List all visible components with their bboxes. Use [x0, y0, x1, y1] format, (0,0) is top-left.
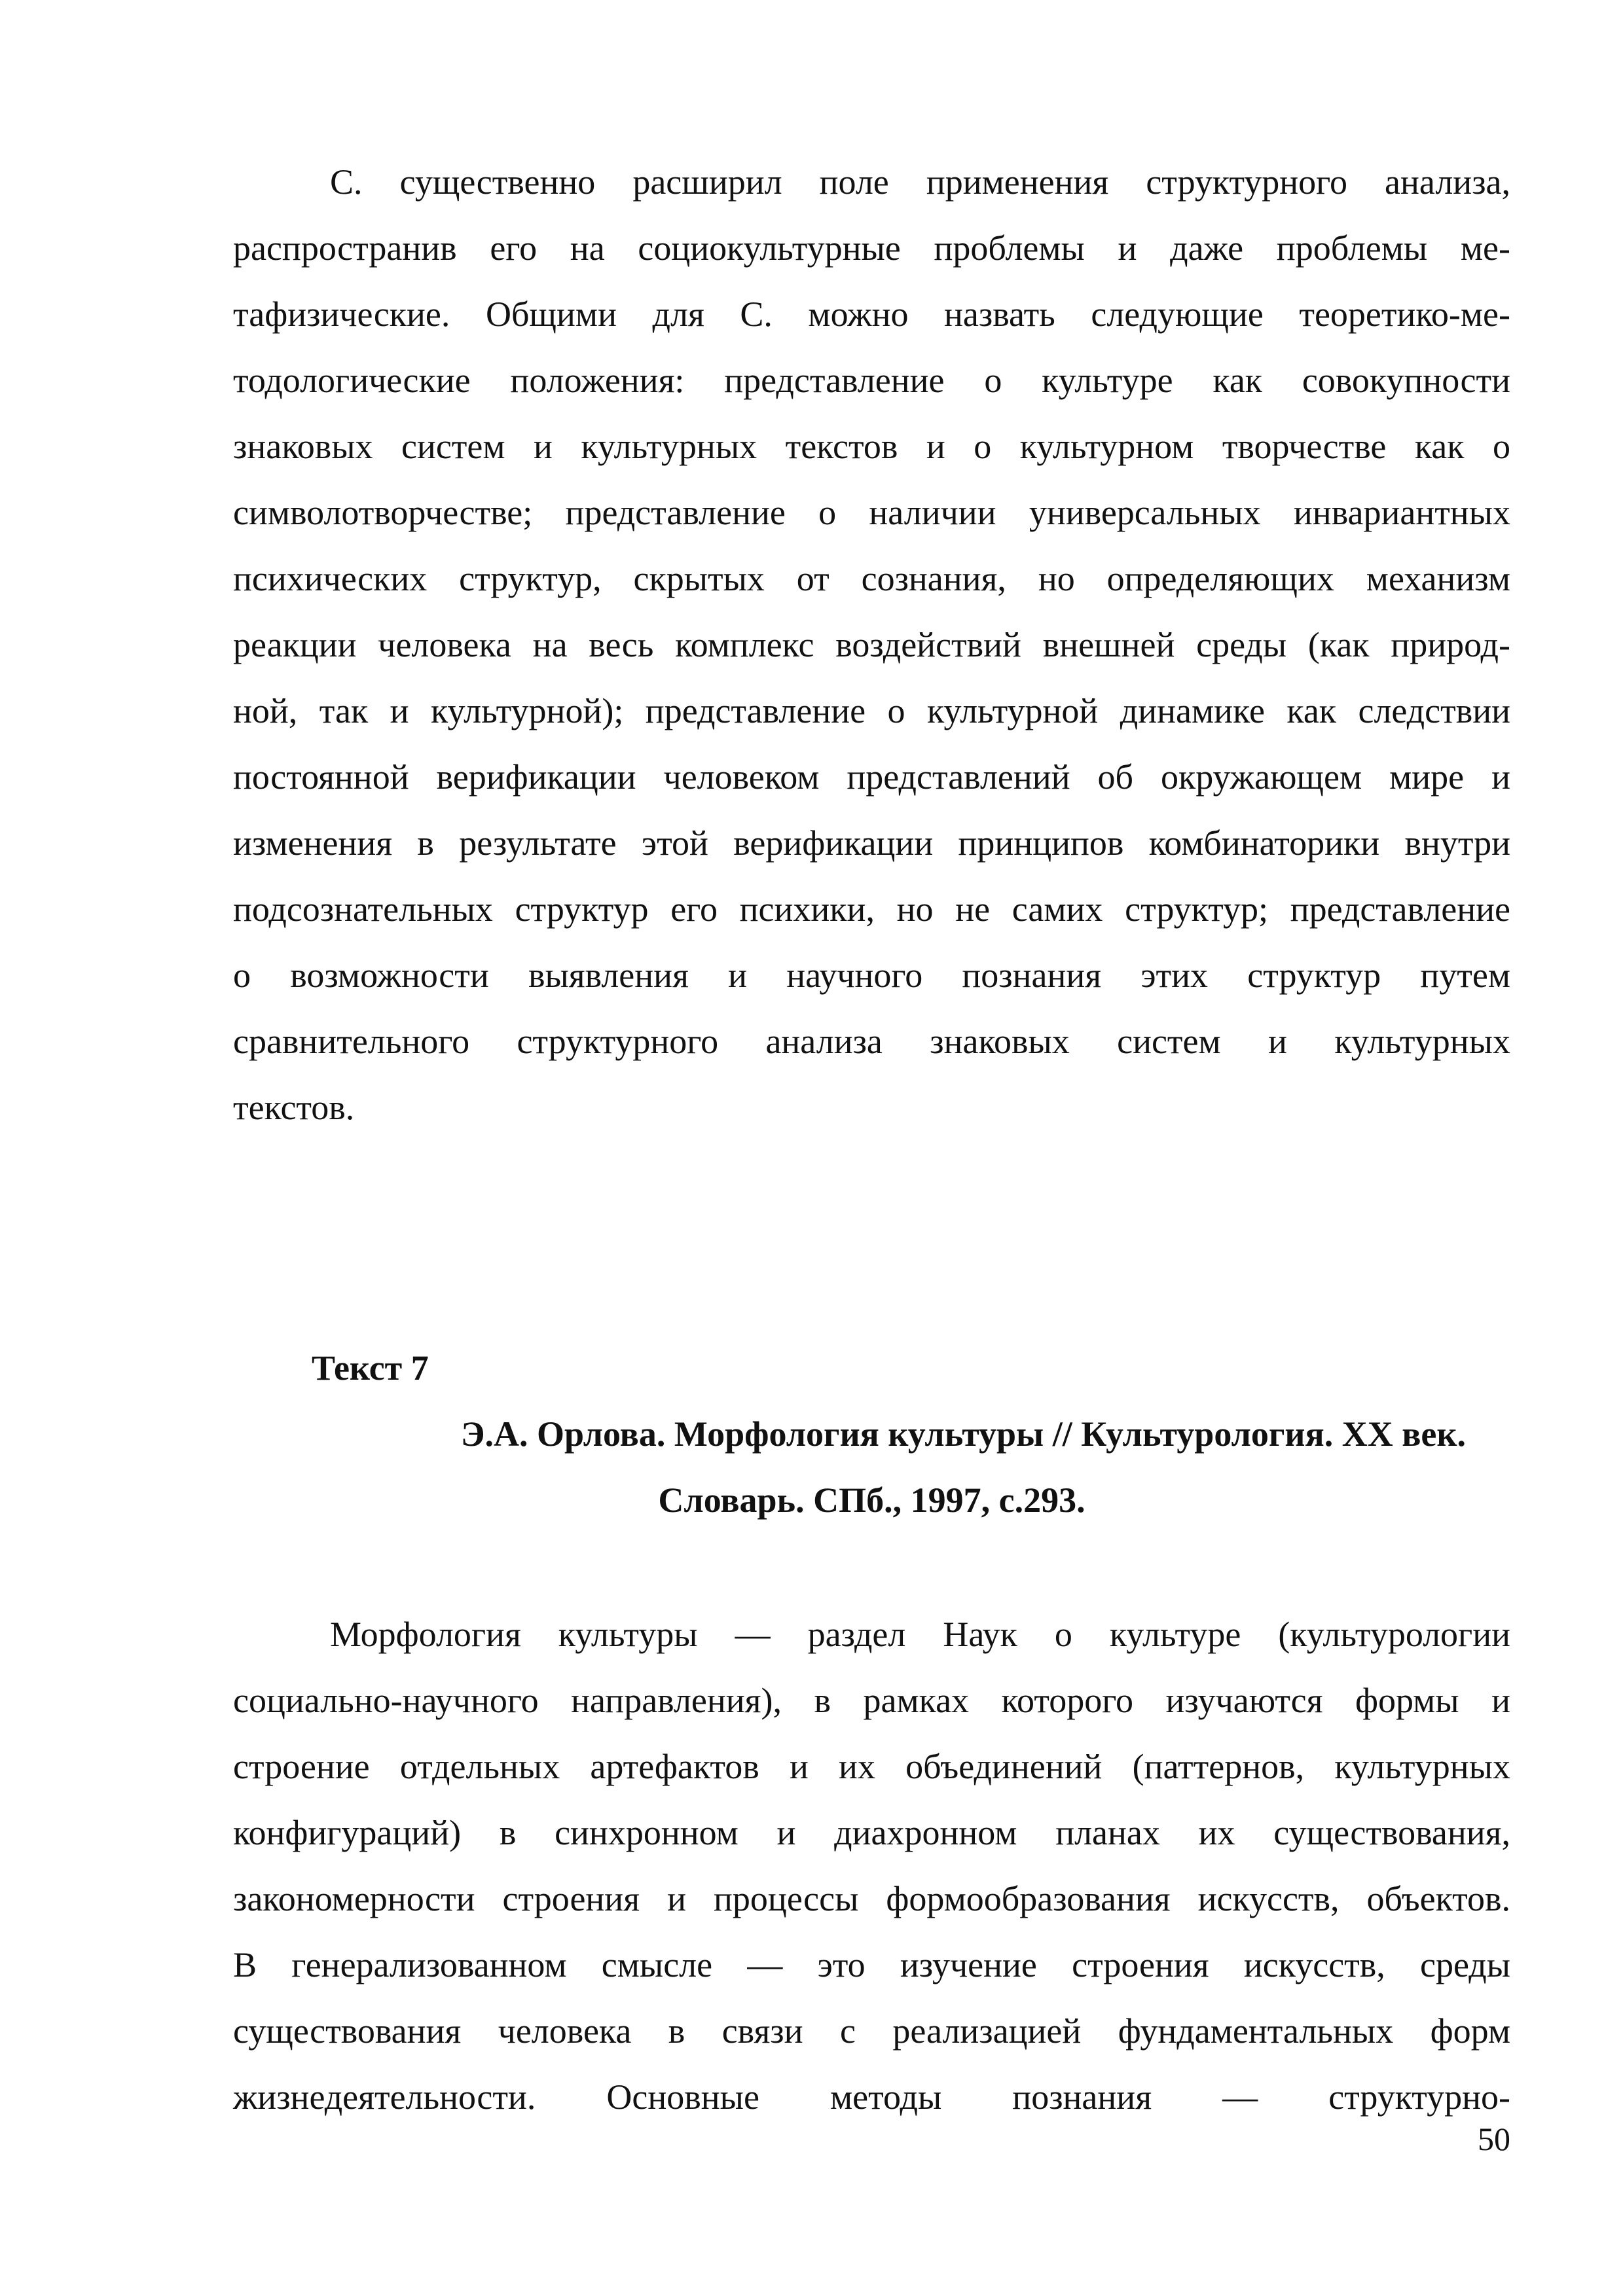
text-line: ной, так и культурной); представление о культурной динамике как следствии [233, 691, 1510, 730]
text-line: закономерности строения и процессы формообразования искусств, объектов. [233, 1879, 1510, 1918]
text-line: знаковых систем и культурных текстов и о культурном творчестве как о [233, 427, 1510, 466]
text-line: социально-научного направления), в рамках которого изучаются формы и [233, 1681, 1510, 1720]
text-line: символотворчестве; представление о наличии универсальных инвариантных [233, 493, 1510, 532]
text-line: сравнительного структурного анализа знаковых систем и культурных [233, 1022, 1510, 1061]
paragraph-structuralism [233, 149, 1510, 1141]
text-line: реакции человека на весь комплекс воздействий внешней среды (как природ- [233, 625, 1510, 664]
text-line: Морфология культуры — раздел Наук о культуре (культурологии [330, 1615, 1510, 1654]
text-line: строение отдельных артефактов и их объединений (паттернов, культурных [233, 1747, 1510, 1786]
text-line: психических структур, скрытых от сознания, но определяющих механизм [233, 559, 1510, 598]
text-line: постоянной верификации человеком представлений об окружающем мире и [233, 757, 1510, 797]
text-line: текстов. [233, 1088, 355, 1127]
paragraph-morphology [233, 1602, 1510, 2130]
text-line: жизнедеятельности. Основные методы познания — структурно- [233, 2077, 1510, 2117]
text-line: С. существенно расширил поле применения структурного анализа, [330, 162, 1510, 202]
text-line: изменения в результате этой верификации принципов комбинаторики внутри [233, 823, 1510, 863]
source-citation-line-1: Э.А. Орлова. Морфология культуры // Культурология. XX век. [460, 1414, 1466, 1454]
section-label: Текст 7 [312, 1348, 429, 1388]
source-citation-line-2: Словарь. СПб., 1997, с.293. [658, 1480, 1085, 1520]
text-line: конфигураций) в синхронном и диахронном планах их существования, [233, 1813, 1510, 1852]
text-line: о возможности выявления и научного познания этих структур путем [233, 956, 1510, 995]
text-line: распространив его на социокультурные проблемы и даже проблемы ме- [233, 228, 1510, 268]
text-line: В генерализованном смысле — это изучение строения искусств, среды [233, 1945, 1510, 1984]
text-line: тафизические. Общими для С. можно назвать следующие теоретико-ме- [233, 295, 1510, 334]
text-line: существования человека в связи с реализацией фундаментальных форм [233, 2011, 1510, 2051]
page-number: 50 [1478, 2121, 1510, 2157]
text-line: подсознательных структур его психики, но не самих структур; представление [233, 889, 1510, 929]
text-line: тодологические положения: представление о культуре как совокупности [233, 361, 1510, 400]
